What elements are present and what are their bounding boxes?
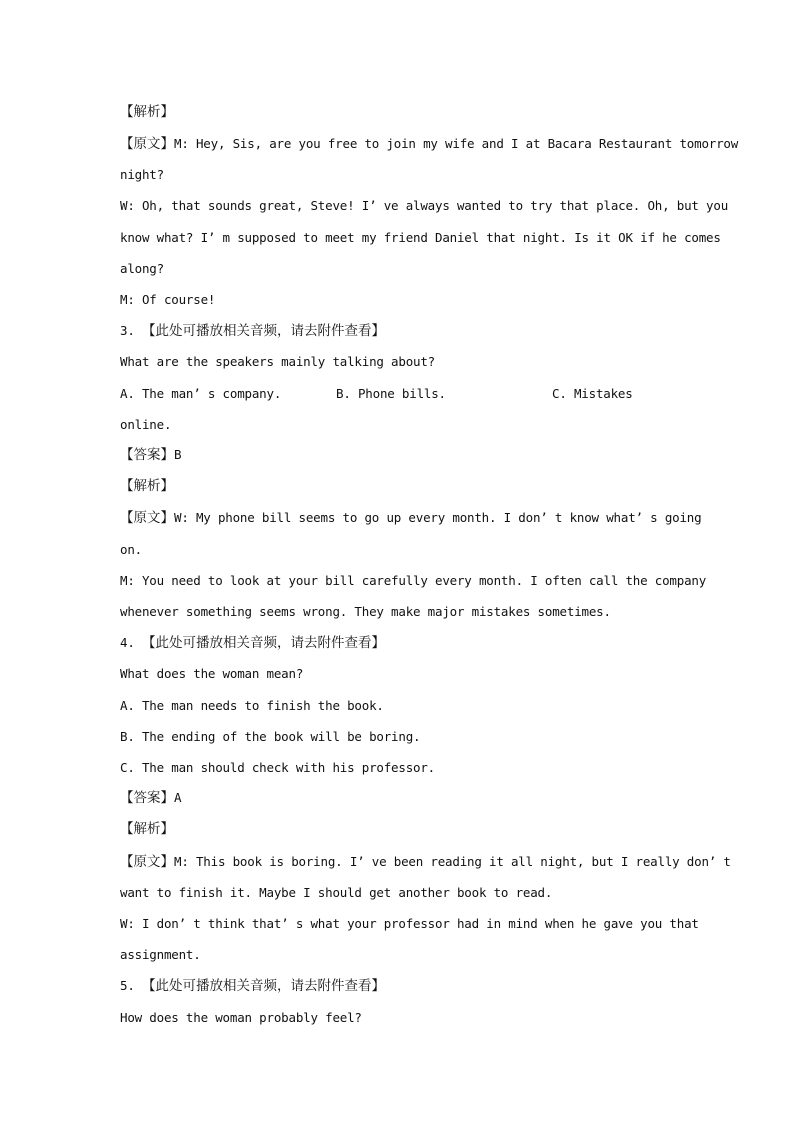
options-row	[120, 386, 675, 402]
question-text: How does the woman probably feel?	[120, 1010, 362, 1025]
question-number-line	[120, 323, 675, 339]
transcript-line: W: I don’ t think that’ s what your professor had in mind when he gave you that	[120, 916, 699, 931]
transcript-line: on.	[120, 542, 142, 557]
transcript-label: 【原文】	[120, 136, 174, 152]
question-number: 3.	[120, 323, 135, 338]
option-continuation: online.	[120, 417, 172, 432]
transcript-line: 【原文】W: My phone bill seems to go up every month. I don’ t know what’ s going	[120, 510, 702, 526]
transcript-line: 【原文】M: This book is boring. I’ ve been reading it all night, but I really don’ t	[120, 854, 731, 870]
transcript-line: M: Of course!	[120, 292, 216, 307]
analysis-label: 【解析】	[120, 821, 174, 837]
option-b: B. Phone bills.	[336, 386, 446, 401]
transcript-line: know what? I’ m supposed to meet my friend Daniel that night. Is it OK if he comes	[120, 230, 721, 245]
answer-value: A	[174, 790, 182, 805]
option-c: C. The man should check with his professor.	[120, 760, 436, 775]
transcript-line: along?	[120, 261, 164, 276]
transcript-label: 【原文】	[120, 510, 174, 526]
option-c: C. Mistakes	[552, 386, 633, 401]
question-text: What does the woman mean?	[120, 666, 304, 681]
question-number-line	[120, 978, 675, 994]
option-a: A. The man’ s company.	[120, 386, 282, 401]
audio-note: 【此处可播放相关音频，请去附件查看】	[141, 635, 385, 651]
question-number: 4.	[120, 635, 135, 650]
transcript-line: W: Oh, that sounds great, Steve! I’ ve always wanted to try that place. Oh, but you	[120, 198, 729, 213]
answer-line	[120, 790, 675, 806]
audio-note: 【此处可播放相关音频，请去附件查看】	[141, 978, 385, 994]
transcript-line: M: You need to look at your bill carefully every month. I often call the company	[120, 573, 707, 588]
analysis-label: 【解析】	[120, 104, 174, 120]
option-a: A. The man needs to finish the book.	[120, 698, 384, 713]
question-number-line	[120, 635, 675, 651]
transcript-line: night?	[120, 167, 164, 182]
answer-label: 【答案】	[120, 790, 174, 806]
transcript-line: whenever something seems wrong. They make major mistakes sometimes.	[120, 604, 611, 619]
transcript-line: 【原文】M: Hey, Sis, are you free to join my wife and I at Bacara Restaurant tomorrow	[120, 136, 739, 152]
option-b: B. The ending of the book will be boring.	[120, 729, 421, 744]
transcript-line: assignment.	[120, 947, 201, 962]
question-text: What are the speakers mainly talking about?	[120, 354, 436, 369]
transcript-line: want to finish it. Maybe I should get another book to read.	[120, 885, 553, 900]
question-number: 5.	[120, 978, 135, 993]
audio-note: 【此处可播放相关音频，请去附件查看】	[141, 323, 385, 339]
answer-line	[120, 447, 675, 463]
transcript-label: 【原文】	[120, 854, 174, 870]
answer-label: 【答案】	[120, 447, 174, 463]
answer-value: B	[174, 447, 182, 462]
analysis-label: 【解析】	[120, 478, 174, 494]
